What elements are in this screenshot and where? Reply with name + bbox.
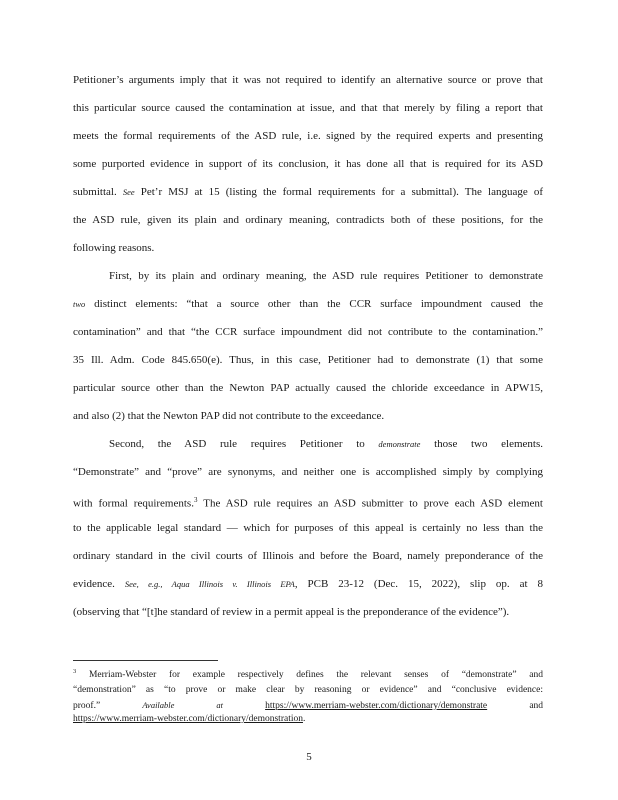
signal-available-at: Available at	[142, 700, 223, 710]
body-line-10: contamination” and that “the CCR surface impoundment did not contribute to the contamination.”	[73, 326, 543, 338]
emphasis-two: two	[73, 299, 86, 309]
body-line-4: some purported evidence in support of its conclusion, it has done all that is required for its ASD	[73, 158, 543, 170]
body-line-15: “Demonstrate” and “prove” are synonyms, and neither one is accomplished simply by complying	[73, 466, 543, 478]
footnote-line-4: https://www.merriam-webster.com/dictionary/demonstration.	[73, 714, 306, 724]
signal-see: See	[122, 187, 135, 197]
page-number: 5	[306, 751, 312, 763]
body-line-14: Second, the ASD rule requires Petitioner to demonstrate those two elements.	[109, 438, 543, 450]
footnote-line-1: $^3$ Merriam-Webster for example respectively defines the relevant senses of “demonstrate” and	[73, 667, 543, 680]
body-line-8: First, by its plain and ordinary meaning, the ASD rule requires Petitioner to demonstrate	[109, 270, 543, 282]
footnote-line-2: “demonstration” as “to prove or make clear by reasoning or evidence” and “conclusive evidence:	[73, 685, 543, 695]
body-line-3: meets the formal requirements of the ASD rule, i.e. signed by the required experts and presenting	[73, 130, 543, 142]
footnote-separator	[73, 660, 218, 661]
body-line-19: evidence. See, e.g., Aqua Illinois v. Illinois EPA, PCB 23-12 (Dec. 15, 2022), slip op. at 8	[73, 578, 544, 590]
case-citation: See, e.g., Aqua Illinois v. Illinois EPA	[124, 579, 295, 589]
link-demonstration[interactable]: https://www.merriam-webster.com/dictionary/demonstration	[73, 714, 303, 724]
footnote-line-3: proof.” Available at https://www.merriam-webster.com/dictionary/demonstrate and	[73, 700, 544, 711]
body-line-17: to the applicable legal standard — which for purposes of this appeal is certainly no less than the	[73, 522, 543, 534]
body-line-16: with formal requirements.$^3$ The ASD rule requires an ASD submitter to prove each ASD element	[73, 496, 543, 510]
body-line-6: the ASD rule, given its plain and ordinary meaning, contradicts both of these positions, for the	[73, 214, 543, 226]
body-line-9: two distinct elements: “that a source other than the CCR surface impoundment caused the	[73, 298, 544, 310]
body-line-2: this particular source caused the contamination at issue, and that that merely by filing a report that	[73, 102, 543, 114]
emphasis-demonstrate: demonstrate	[378, 439, 421, 449]
body-line-5: submittal. See Pet’r MSJ at 15 (listing the formal requirements for a submittal). The language of	[73, 186, 544, 198]
body-line-7: following reasons.	[73, 242, 155, 254]
body-line-1: Petitioner’s arguments imply that it was not required to identify an alternative source or prove that	[73, 74, 543, 86]
footnote-ref[interactable]: 3	[193, 496, 198, 504]
body-line-12: particular source other than the Newton PAP actually caused the chloride exceedance in APW15,	[73, 382, 543, 394]
body-line-20: (observing that “[t]he standard of review in a permit appeal is the preponderance of the evidence”).	[73, 606, 510, 618]
footnote-number: 3	[73, 667, 77, 675]
body-line-11: 35 Ill. Adm. Code 845.650(e). Thus, in this case, Petitioner had to demonstrate (1) that some	[73, 354, 543, 366]
body-line-18: ordinary standard in the civil courts of Illinois and before the Board, namely preponderance of the	[73, 550, 543, 562]
body-line-13: and also (2) that the Newton PAP did not contribute to the exceedance.	[73, 410, 385, 422]
link-demonstrate[interactable]: https://www.merriam-webster.com/dictionary/demonstrate	[265, 701, 488, 711]
